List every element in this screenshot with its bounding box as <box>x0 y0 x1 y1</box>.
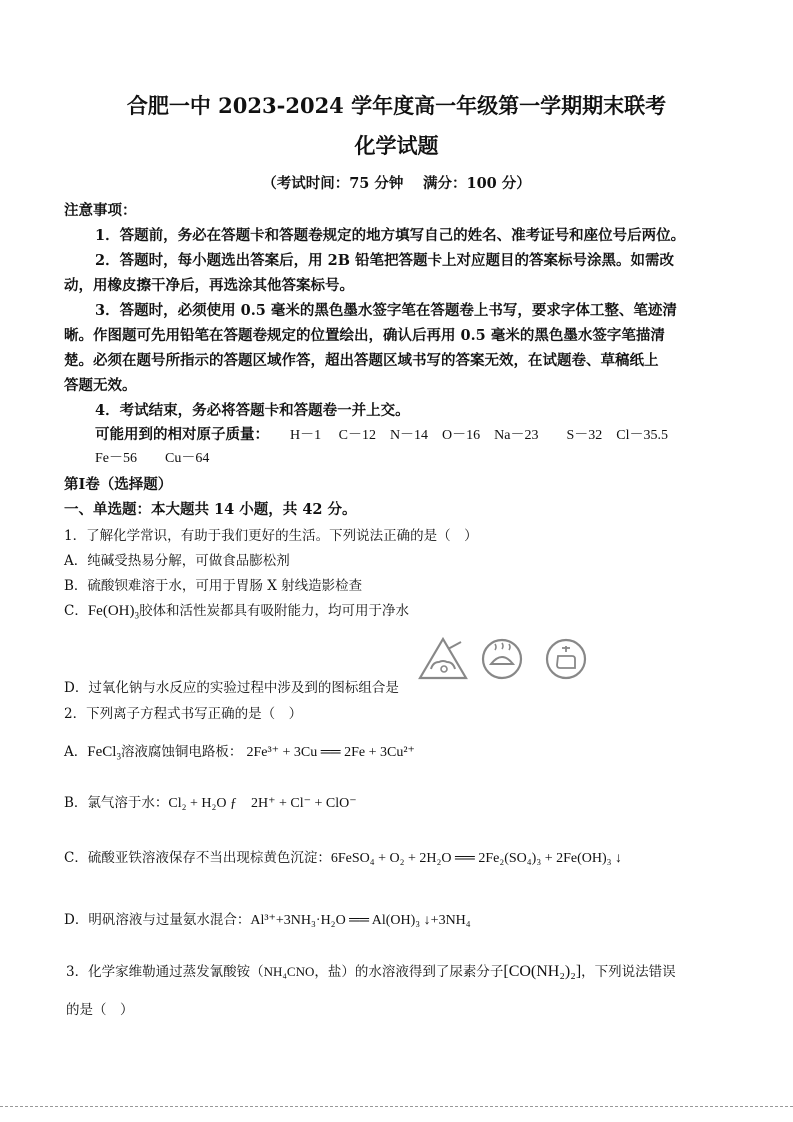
notice-item-1: 1．答题前，务必在答题卡和答题卷规定的地方填写自己的姓名、准考证号和座位号后两位。 <box>95 227 686 244</box>
q1-option-a: A．纯碱受热易分解，可做食品膨松剂 <box>64 553 290 569</box>
q2-option-d <box>64 908 471 929</box>
q3-stem-line-1 <box>66 960 676 981</box>
q1-option-d: D．过氧化钠与水反应的实验过程中涉及到的图标组合是 <box>64 680 399 696</box>
q1-option-c <box>64 599 409 621</box>
q3-ammonium-cyanate-formula: NH₄CNO <box>263 964 315 979</box>
q1-option-b: B．硫酸钡难溶于水，可用于胃肠 X 射线造影检查 <box>64 578 363 594</box>
q2-option-c-equation: 6FeSO₄ + O₂ + 2H₂O ══ 2Fe₂(SO₄)₃ + 2Fe(OH)₃ ↓ <box>330 851 623 866</box>
notice-item-3-line-1: 3．答题时，必须使用 0.5 毫米的黑色墨水签字笔在答题卷上书写，要求字体工整、笔迹清 <box>95 302 677 319</box>
q2-option-a <box>64 740 415 762</box>
volume-heading: 第Ⅰ卷（选择题） <box>64 476 173 493</box>
notice-item-4: 4．考试结束，务必将答题卡和答题卷一并上交。 <box>95 402 410 419</box>
exam-subtitle: 化学试题 <box>354 133 439 158</box>
notice-item-3-line-4: 答题无效。 <box>64 377 137 394</box>
q2-option-a-subscript: 3 <box>116 751 121 762</box>
q2-option-d-equation: Al³⁺+3NH₃·H₂O ══ Al(OH)₃ ↓+3NH₄ <box>250 913 471 928</box>
q1-option-c-subscript: 3 <box>134 610 139 621</box>
q3-stem-line-2: 的是（ ） <box>66 1002 134 1018</box>
notice-item-3-line-3: 楚。必须在题号所指示的答题区域作答，超出答题区域书写的答案无效，在试题卷、草稿纸上 <box>64 352 659 369</box>
q3-urea-formula: [CO(NH₂)₂] <box>503 963 582 980</box>
q2-option-a-equation: 2Fe³⁺ + 3Cu ══ 2Fe + 3Cu²⁺ <box>246 745 415 760</box>
q1-option-c-label: C． <box>64 603 88 619</box>
q2-option-a-text: 溶液腐蚀铜电路板： <box>120 744 243 760</box>
q2-option-a-label: A． <box>64 744 88 760</box>
hot-surface-icon <box>481 638 523 680</box>
q2-option-b-label: B．氯气溶于水： <box>64 795 169 811</box>
q2-stem: 2．下列离子方程式书写正确的是（ ） <box>64 706 303 722</box>
q2-option-d-label: D．明矾溶液与过量氨水混合： <box>64 912 251 928</box>
notice-item-2-line-2: 动，用橡皮擦干净后，再选涂其他答案标号。 <box>64 277 354 294</box>
q2-option-b <box>64 791 357 812</box>
notice-heading: 注意事项： <box>64 202 137 219</box>
exam-info: （考试时间：75 分钟 满分：100 分） <box>262 175 531 192</box>
atomic-mass-line-2: Fe－56 Cu－64 <box>95 451 210 466</box>
wash-hands-icon <box>545 638 587 680</box>
q2-option-b-equation: Cl₂ + H₂O ƒ 2H⁺ + Cl⁻ + ClO⁻ <box>168 796 357 811</box>
part-heading: 一、单选题：本大题共 14 小题，共 42 分。 <box>64 501 357 518</box>
q1-option-c-formula: Fe(OH) <box>87 603 135 619</box>
page-bottom-divider <box>0 1106 793 1107</box>
exam-title: 合肥一中 2023-2024 学年度高一年级第一学期期末联考 <box>126 93 667 118</box>
q2-option-c <box>64 846 622 867</box>
q3-stem-part-3: ，下列说法错误 <box>581 964 676 980</box>
q3-stem-part-1: 3．化学家维勒通过蒸发氰酸铵（ <box>66 964 264 980</box>
notice-item-2-line-1: 2．答题时，每小题选出答案后，用 2B 铅笔把答题卡上对应题目的答案标号涂黑。如需改 <box>95 252 675 269</box>
q3-stem-part-2: ，盐）的水溶液得到了尿素分子 <box>314 964 504 980</box>
q1-stem: 1．了解化学常识，有助于我们更好的生活。下列说法正确的是（ ） <box>64 528 478 544</box>
notice-item-3-line-2: 晰。作图题可先用铅笔在答题卷规定的位置绘出，确认后再用 0.5 毫米的黑色墨水签字笔描清 <box>64 327 665 344</box>
q1-option-c-text: 胶体和活性炭都具有吸附能力，均可用于净水 <box>139 603 409 619</box>
atomic-mass-line-1: H－1 C－12 N－14 O－16 Na－23 S－32 Cl－35.5 <box>290 428 669 443</box>
safety-goggles-icon <box>417 636 469 682</box>
atomic-mass-label: 可能用到的相对原子质量： <box>95 426 269 443</box>
q2-option-c-label: C．硫酸亚铁溶液保存不当出现棕黄色沉淀： <box>64 850 331 866</box>
q2-option-a-formula: FeCl <box>87 744 117 760</box>
